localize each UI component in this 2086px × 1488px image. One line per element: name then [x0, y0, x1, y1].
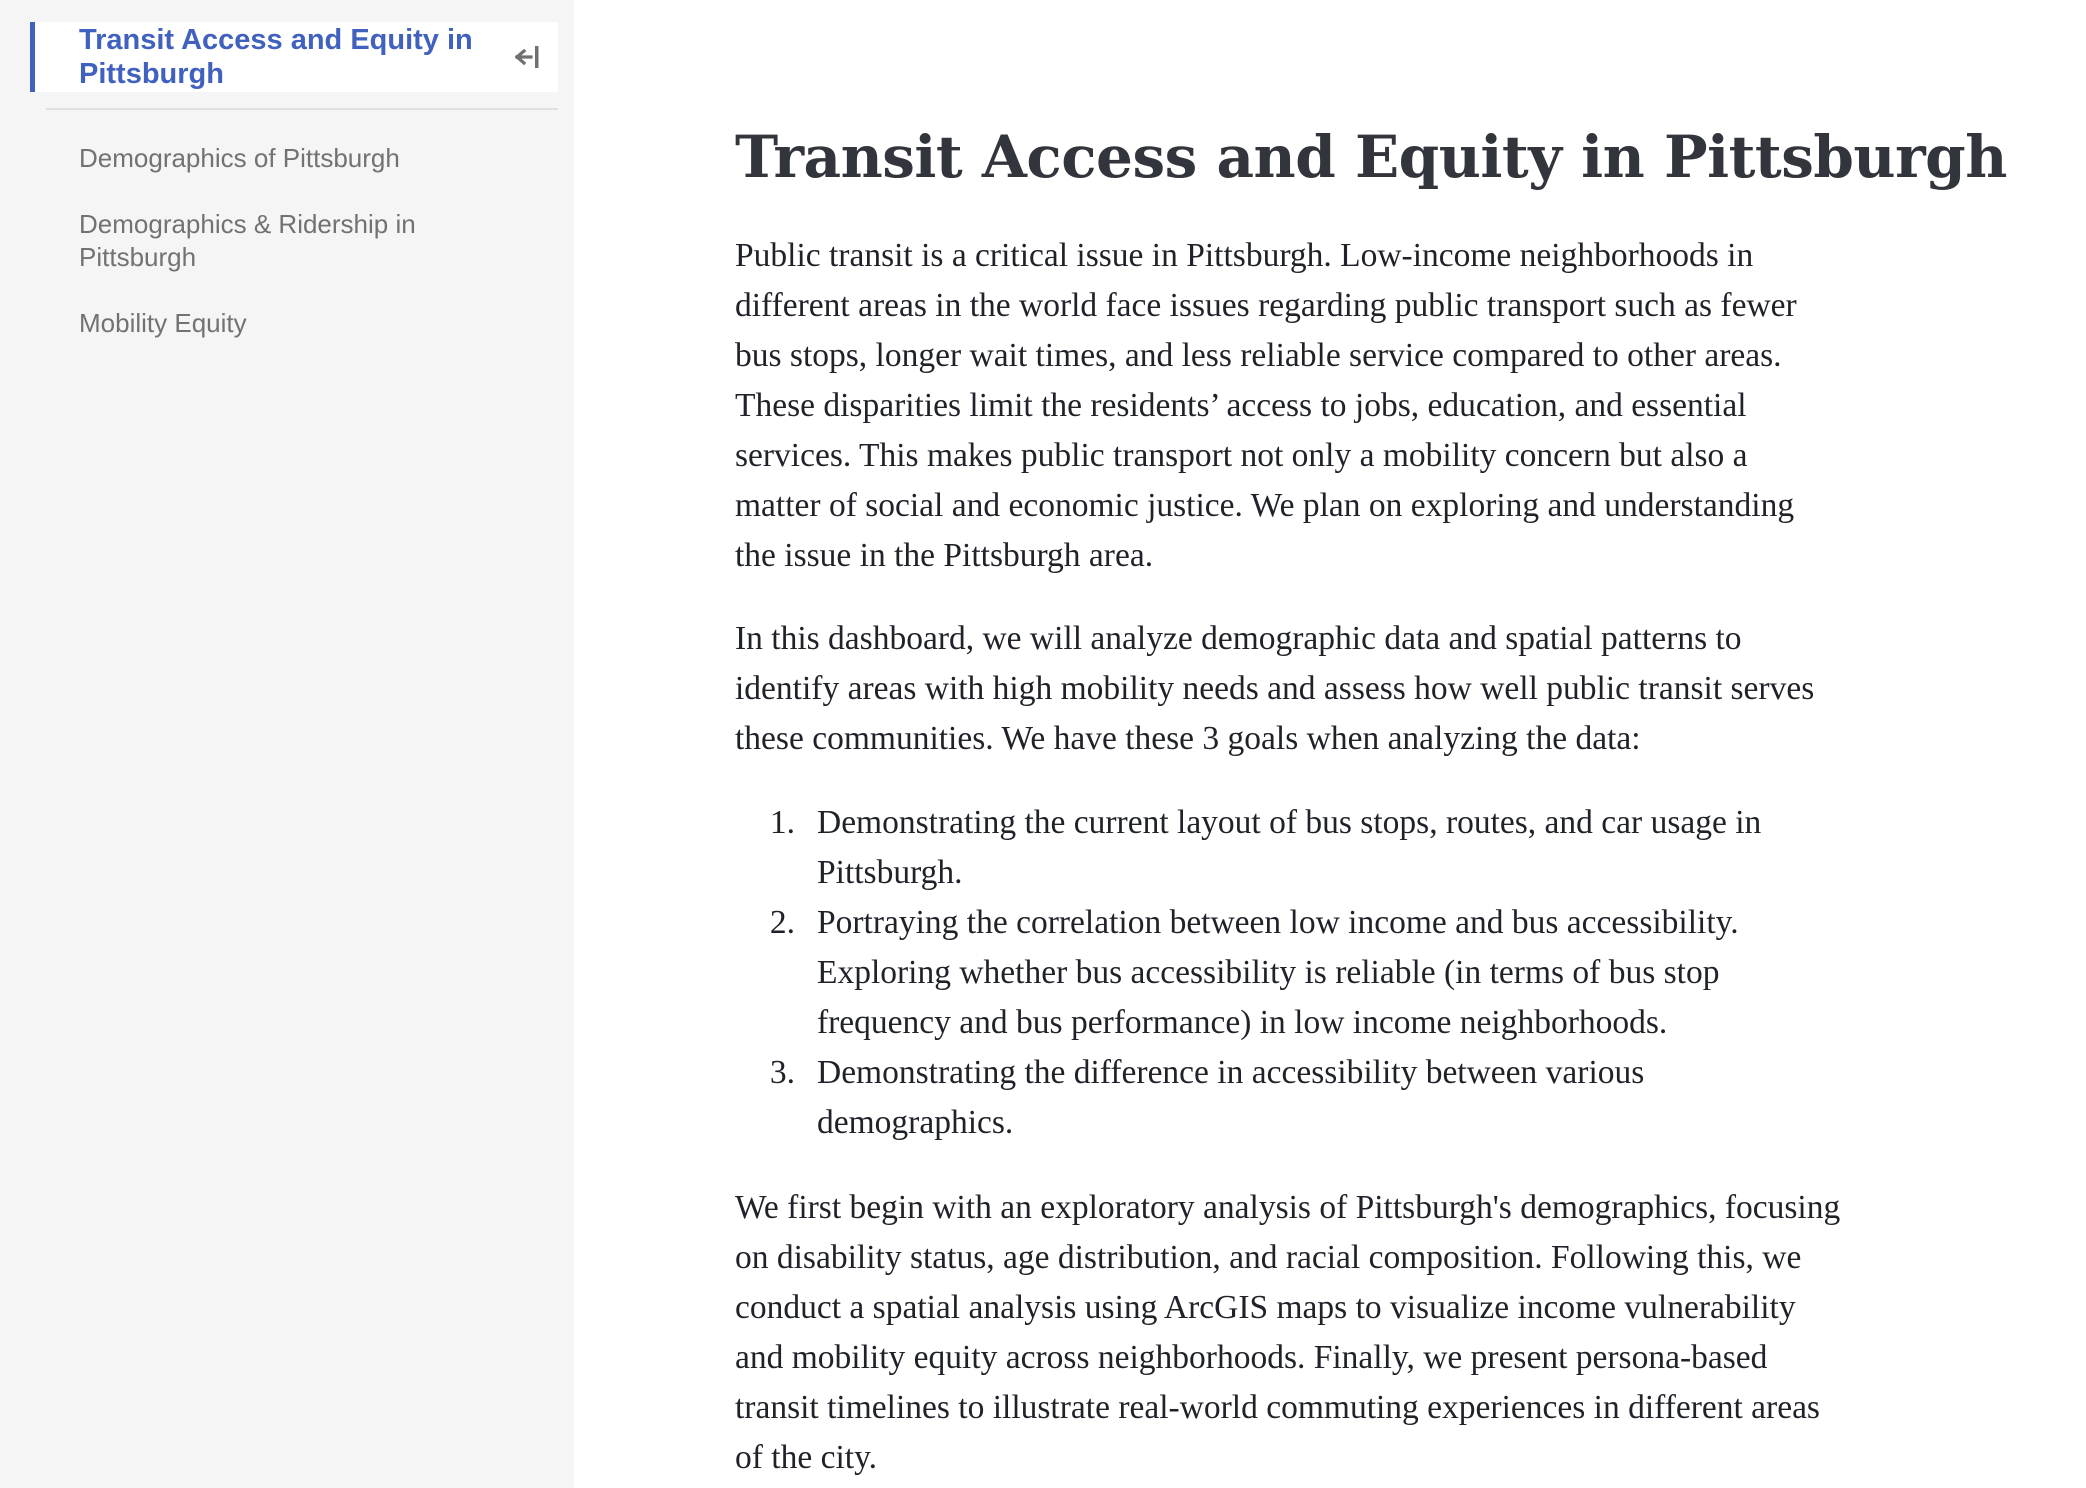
goal-number: 2.: [769, 904, 795, 941]
text-line: Public transit is a critical issue in Pittsburgh. Low-income neighborhoods in: [735, 237, 1754, 274]
sidebar-item-label: Demographics of Pittsburgh: [79, 143, 400, 173]
goals-list: [735, 798, 2035, 1148]
intro-paragraph: [735, 231, 2035, 581]
toc-divider: [46, 108, 558, 110]
goal-item: [735, 1048, 2035, 1148]
text-line: Demonstrating the difference in accessibility between various: [817, 1054, 1645, 1091]
toc-title-line: Transit Access and Equity in: [79, 24, 473, 56]
goal-item: [735, 898, 2035, 1048]
text-line: these communities. We have these 3 goals when analyzing the data:: [735, 720, 1641, 757]
sidebar-item-label: Mobility Equity: [79, 308, 247, 338]
goal-number: 1.: [769, 804, 795, 841]
sidebar-item-demographics[interactable]: [79, 142, 519, 175]
text-line: conduct a spatial analysis using ArcGIS maps to visualize income vulnerability: [735, 1289, 1796, 1326]
text-line: matter of social and economic justice. We plan on exploring and understanding: [735, 487, 1795, 524]
text-line: services. This makes public transport not only a mobility concern but also a: [735, 437, 1748, 474]
text-line: Exploring whether bus accessibility is reliable (in terms of bus stop: [817, 954, 1720, 991]
text-line: Demonstrating the current layout of bus stops, routes, and car usage in: [817, 804, 1762, 841]
text-line: transit timelines to illustrate real-world commuting experiences in different areas: [735, 1389, 1820, 1426]
text-line: of the city.: [735, 1439, 878, 1476]
dashboard-paragraph: [735, 614, 2035, 764]
sidebar-item-demographics-ridership[interactable]: [79, 208, 519, 274]
text-line: bus stops, longer wait times, and less reliable service compared to other areas.: [735, 337, 1782, 374]
text-line: the issue in the Pittsburgh area.: [735, 537, 1154, 574]
text-line: These disparities limit the residents’ access to jobs, education, and essential: [735, 387, 1747, 424]
text-line: different areas in the world face issues regarding public transport such as fewer: [735, 287, 1797, 324]
toc-active-item[interactable]: [30, 22, 558, 92]
text-line: Pittsburgh.: [817, 854, 963, 891]
goal-number: 3.: [769, 1054, 795, 1091]
page-title: Transit Access and Equity in Pittsburgh: [735, 123, 2007, 191]
toc-title[interactable]: [79, 22, 499, 91]
text-line: We first begin with an exploratory analysis of Pittsburgh's demographics, focusing: [735, 1189, 1841, 1226]
collapse-sidebar-button[interactable]: [514, 44, 542, 70]
text-line: identify areas with high mobility needs and assess how well public transit serves: [735, 670, 1815, 707]
collapse-left-icon: [514, 44, 542, 70]
text-line: Portraying the correlation between low income and bus accessibility.: [817, 904, 1739, 941]
toc-title-line: Pittsburgh: [79, 58, 224, 90]
sidebar-item-mobility-equity[interactable]: [79, 307, 519, 340]
sidebar-toc: [0, 0, 574, 1488]
text-line: demographics.: [817, 1104, 1014, 1141]
sidebar-item-label: Demographics & Ridership in: [79, 209, 416, 239]
text-line: and mobility equity across neighborhoods. Finally, we present persona-based: [735, 1339, 1768, 1376]
sidebar-item-label: Pittsburgh: [79, 242, 197, 272]
text-line: on disability status, age distribution, and racial composition. Following this, we: [735, 1239, 1802, 1276]
goal-item: [735, 798, 2035, 898]
text-line: In this dashboard, we will analyze demographic data and spatial patterns to: [735, 620, 1742, 657]
approach-paragraph: [735, 1183, 2035, 1483]
text-line: frequency and bus performance) in low income neighborhoods.: [817, 1004, 1668, 1041]
